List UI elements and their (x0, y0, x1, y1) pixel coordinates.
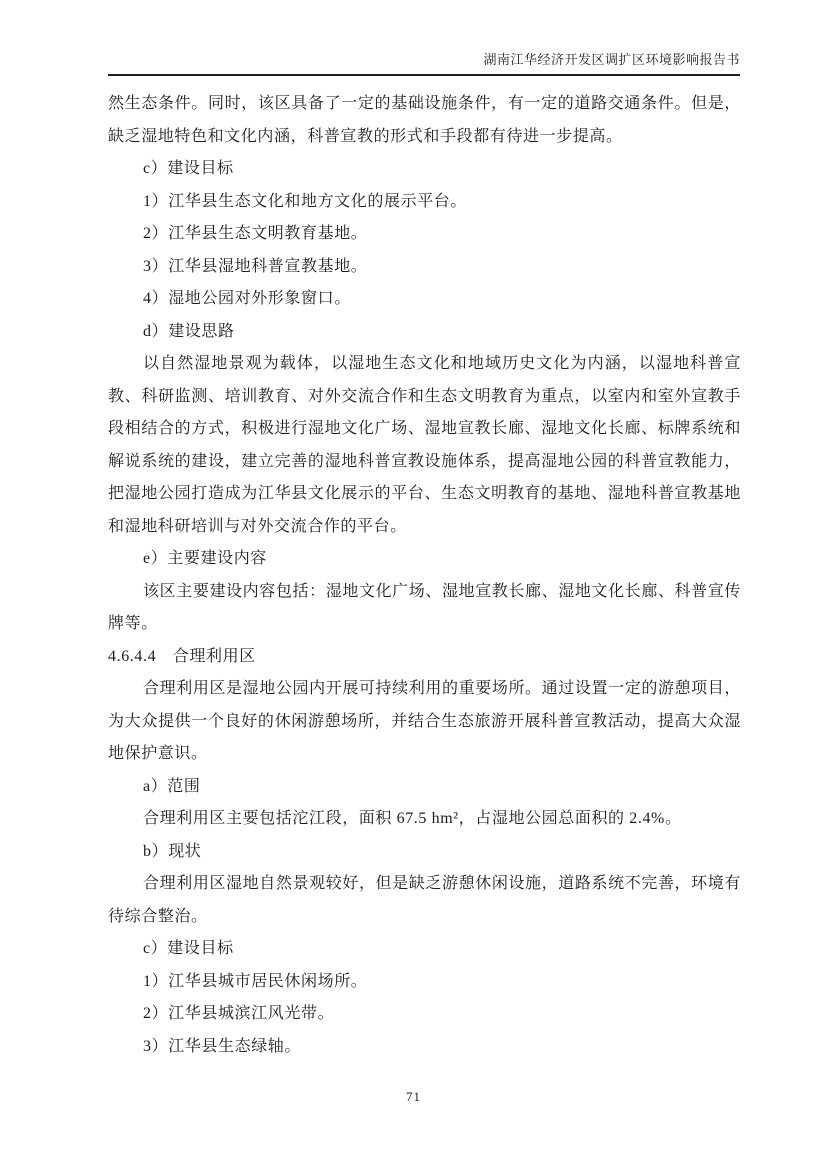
section-heading-4644: 4.6.4.4 合理利用区 (108, 647, 256, 665)
body-paragraph-content: 该区主要建设内容包括：湿地文化广场、湿地宣教长廊、湿地文化长廊、科普宣传牌等。 (108, 582, 741, 632)
list-item-4: 4）湿地公园对外形象窗口。 (143, 290, 351, 307)
list-item-1-leisure: 1）江华县城市居民休闲场所。 (143, 972, 368, 990)
page-number: 71 (406, 1089, 421, 1104)
list-item-b-status: b）现状 (143, 842, 202, 860)
list-item-1: 1）江华县生态文化和地方文化的展示平台。 (143, 192, 468, 210)
list-item-a-scope: a）范围 (143, 777, 201, 795)
page-footer (0, 1088, 827, 1106)
body-paragraph-continuation: 然生态条件。同时，该区具备了一定的基础设施条件，有一定的道路交通条件。但是，缺乏湿地特色和文化内涵，科普宣教的形式和手段都有待进一步提高。 (108, 95, 741, 145)
list-item-2: 2）江华县生态文明教育基地。 (143, 225, 368, 242)
list-item-3-greenaxis: 3）江华县生态绿轴。 (143, 1037, 302, 1055)
list-item-e-content: e）主要建设内容 (143, 550, 267, 567)
body-paragraph-status: 合理利用区湿地自然景观较好，但是缺乏游憩休闲设施，道路系统不完善，环境有待综合整治。 (108, 875, 741, 925)
list-item-d-approach: d）建设思路 (143, 322, 235, 340)
list-item-c-goals-2: c）建设目标 (143, 940, 234, 957)
list-item-2-riverside: 2）江华县城滨江风光带。 (143, 1005, 335, 1022)
body-paragraph-intro: 合理利用区是湿地公园内开展可持续利用的重要场所。通过设置一定的游憩项目，为大众提供一个良好的休闲游憩场所，并结合生态旅游开展科普宣教活动，提高大众湿地保护意识。 (108, 680, 741, 762)
document-content (108, 88, 741, 1063)
list-item-c-goals: c）建设目标 (143, 160, 234, 177)
body-paragraph-scope: 合理利用区主要包括沱江段，面积 67.5 hm²，占湿地公园总面积的 2.4%。 (143, 810, 682, 827)
body-paragraph-approach: 以自然湿地景观为载体，以湿地生态文化和地域历史文化为内涵，以湿地科普宣教、科研监测、培训教育、对外交流合作和生态文明教育为重点，以室内和室外宣教手段相结合的方式，积极进行湿地文化广场、湿地宣教长廊、湿地文化长廊、标牌系统和解说系统的建设，建立完善的湿地科普宣教设施体系，提高湿地公园的科普宣教能力，把湿地公园打造成为江华县文化展示的平台、生态文明教育的基地、湿地科普宣教基地和湿地科研培训与对外交流合作的平台。 (108, 355, 741, 535)
list-item-3: 3）江华县湿地科普宣教基地。 (143, 257, 368, 275)
page-header (108, 50, 740, 76)
header-title: 湖南江华经济开发区调扩区环境影响报告书 (483, 52, 740, 67)
